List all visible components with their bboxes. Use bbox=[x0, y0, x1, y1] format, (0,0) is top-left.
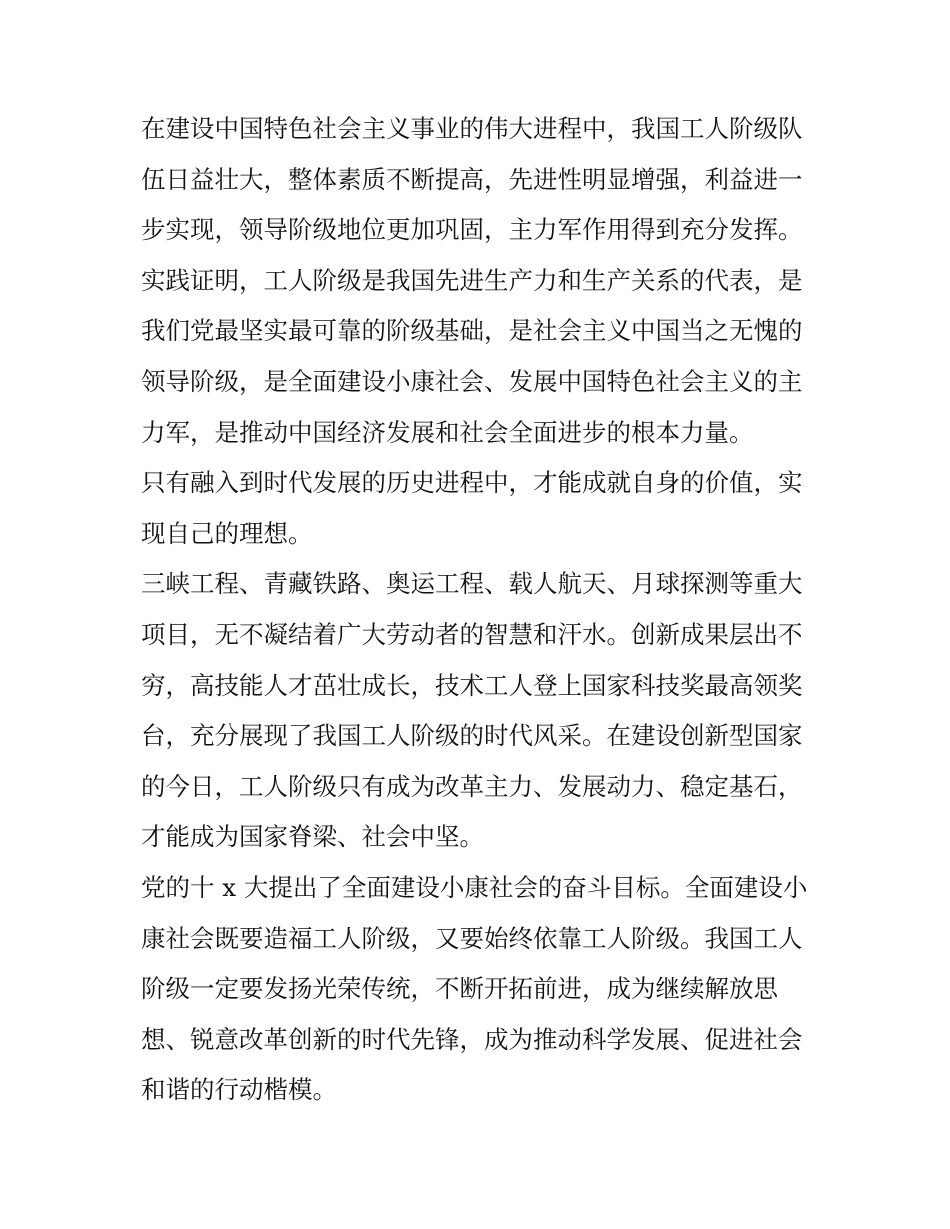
text-line: 领导阶级，是全面建设小康社会、发展中国特色社会主义的主 bbox=[141, 366, 803, 396]
text-line: 三峡工程、青藏铁路、奥运工程、载人航天、月球探测等重大 bbox=[141, 569, 803, 599]
text-line: 想、锐意改革创新的时代先锋，成为推动科学发展、促进社会 bbox=[141, 1024, 803, 1054]
text-line: 项目，无不凝结着广大劳动者的智慧和汗水。创新成果层出不 bbox=[141, 619, 803, 649]
text-line: 才能成为国家脊梁、社会中坚。 bbox=[141, 822, 484, 852]
text-line: 现自己的理想。 bbox=[141, 518, 313, 548]
text-line: 只有融入到时代发展的历史进程中，才能成就自身的价值，实 bbox=[141, 468, 803, 498]
paragraph-2 bbox=[141, 458, 821, 559]
paragraph-3 bbox=[141, 559, 821, 863]
text-line: 实践证明，工人阶级是我国先进生产力和生产关系的代表，是 bbox=[141, 265, 803, 295]
document-body bbox=[141, 104, 821, 1116]
text-line: 阶级一定要发扬光荣传统，不断开拓前进，成为继续解放思 bbox=[141, 974, 778, 1004]
text-line: 伍日益壮大，整体素质不断提高，先进性明显增强，利益进一 bbox=[141, 164, 803, 194]
text-line: 穷，高技能人才茁壮成长，技术工人登上国家科技奖最高领奖 bbox=[141, 670, 803, 700]
text-line: 党的十 x 大提出了全面建设小康社会的奋斗目标。全面建设小 bbox=[141, 872, 808, 902]
text-line: 我们党最坚实最可靠的阶级基础，是社会主义中国当之无愧的 bbox=[141, 316, 803, 346]
text-line: 力军，是推动中国经济发展和社会全面进步的根本力量。 bbox=[141, 417, 754, 447]
paragraph-4 bbox=[141, 863, 821, 1116]
text-line: 和谐的行动楷模。 bbox=[141, 1075, 337, 1105]
text-line: 康社会既要造福工人阶级，又要始终依靠工人阶级。我国工人 bbox=[141, 923, 803, 953]
text-line: 的今日，工人阶级只有成为改革主力、发展动力、稳定基石， bbox=[141, 771, 803, 801]
paragraph-1 bbox=[141, 104, 821, 458]
text-line: 步实现，领导阶级地位更加巩固，主力军作用得到充分发挥。 bbox=[141, 215, 803, 245]
text-line: 在建设中国特色社会主义事业的伟大进程中，我国工人阶级队 bbox=[141, 114, 803, 143]
text-line: 台，充分展现了我国工人阶级的时代风采。在建设创新型国家 bbox=[141, 721, 803, 751]
